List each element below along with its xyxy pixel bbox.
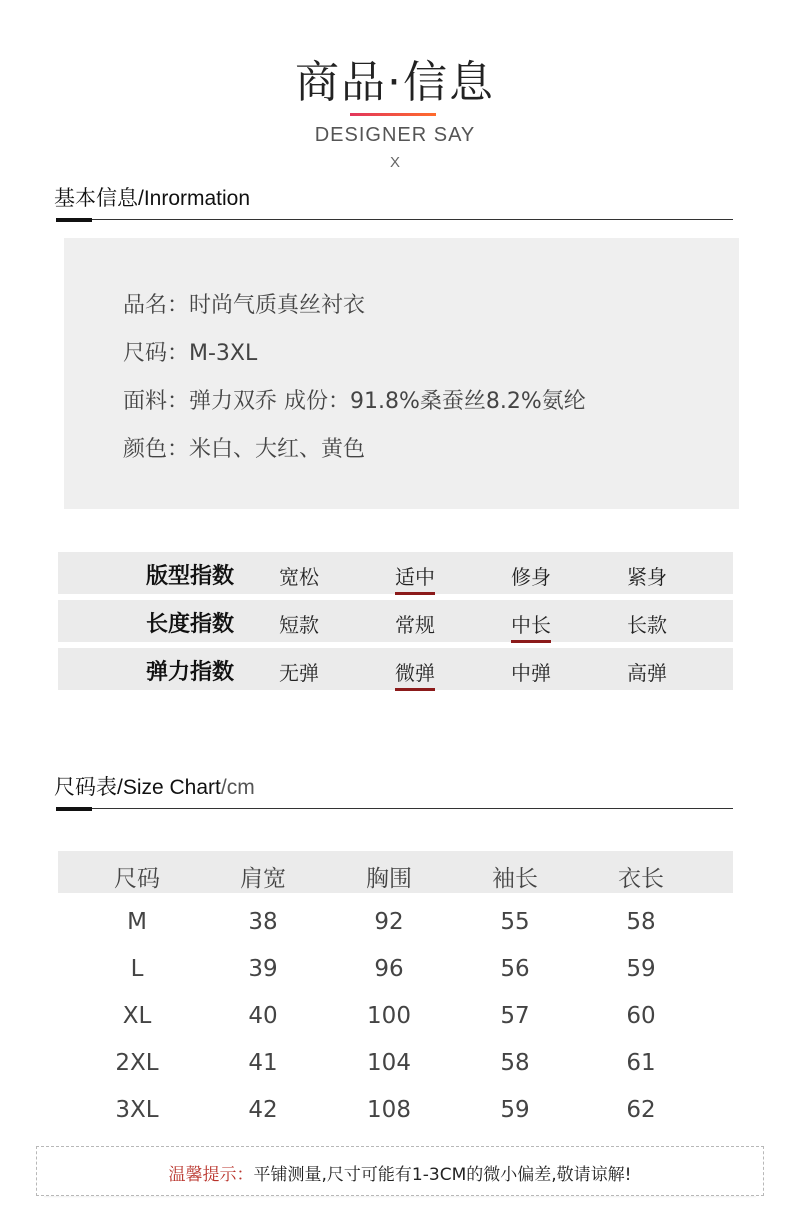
table-cell: 96 [374, 956, 404, 982]
tip-label: 温馨提示： [168, 1165, 254, 1185]
elasticity-index-row [58, 648, 733, 690]
column-header: 尺码 [114, 866, 160, 892]
table-cell: 100 [367, 1003, 411, 1029]
table-cell: 55 [500, 909, 530, 935]
table-row [58, 945, 733, 992]
table-cell: 59 [626, 956, 656, 982]
info-line-color [123, 432, 365, 463]
subtitle-mark: X [389, 154, 400, 171]
size-chart-heading-text: 尺码表/Size Chart [54, 776, 221, 799]
length-option: 长款 [627, 613, 667, 637]
table-cell: 57 [500, 1003, 530, 1029]
table-row [58, 992, 733, 1039]
table-cell: 3XL [115, 1097, 159, 1123]
elasticity-option: 高弹 [627, 661, 667, 685]
table-cell: 108 [367, 1097, 411, 1123]
table-cell: 40 [248, 1003, 278, 1029]
table-cell: 41 [248, 1050, 278, 1076]
fit-index-label: 版型指数 [146, 564, 235, 589]
info-label: 尺码： [123, 341, 190, 366]
title-accent-bar [350, 113, 436, 116]
table-row [58, 898, 733, 945]
length-index-row [58, 600, 733, 642]
page-subtitle: DESIGNER SAY [314, 124, 476, 146]
length-option: 短款 [279, 613, 319, 637]
elasticity-option: 微弹 [395, 657, 435, 691]
info-value: 时尚气质真丝衬衣 [189, 293, 366, 318]
table-cell: 61 [626, 1050, 656, 1076]
info-value: M-3XL [189, 341, 258, 366]
length-option: 中长 [511, 609, 551, 643]
page-title: 商品·信息 [295, 57, 495, 108]
table-cell: 38 [248, 909, 278, 935]
info-label: 品名： [123, 293, 190, 318]
table-row [58, 1086, 733, 1133]
length-option: 常规 [395, 613, 435, 637]
table-cell: 58 [500, 1050, 530, 1076]
table-cell: 92 [374, 909, 404, 935]
fit-option: 紧身 [627, 565, 667, 589]
tip-line [37, 1160, 763, 1185]
size-chart-heading [54, 771, 255, 801]
info-line-size [123, 336, 257, 367]
table-cell: 62 [626, 1097, 656, 1123]
column-header: 衣长 [618, 866, 664, 892]
table-cell: 104 [367, 1050, 411, 1076]
info-line-fabric [123, 384, 586, 415]
info-line-name [123, 288, 365, 319]
table-cell: 58 [626, 909, 656, 935]
column-header: 袖长 [492, 866, 538, 892]
table-cell: 42 [248, 1097, 278, 1123]
table-cell: 60 [626, 1003, 656, 1029]
size-chart-divider [56, 808, 733, 809]
table-cell: 2XL [115, 1050, 159, 1076]
table-cell: 39 [248, 956, 278, 982]
fit-index-row [58, 552, 733, 594]
size-chart-unit: /cm [220, 776, 255, 799]
fit-option: 宽松 [279, 565, 319, 589]
table-cell: M [127, 909, 147, 935]
tip-box [36, 1146, 764, 1196]
info-value: 弹力双乔 成份：91.8%桑蚕丝8.2%氨纶 [189, 389, 586, 414]
fit-option: 适中 [395, 561, 435, 595]
elasticity-index-label: 弹力指数 [146, 660, 235, 685]
info-label: 颜色： [123, 437, 190, 462]
size-table-header [58, 851, 733, 893]
basic-info-divider [56, 219, 733, 220]
table-row [58, 1039, 733, 1086]
column-header: 肩宽 [240, 866, 286, 892]
size-chart-divider-mark [56, 807, 92, 811]
elasticity-option: 无弹 [279, 661, 319, 685]
info-value: 米白、大红、黄色 [189, 437, 366, 462]
elasticity-option: 中弹 [511, 661, 551, 685]
fit-option: 修身 [511, 565, 551, 589]
length-index-label: 长度指数 [146, 612, 235, 637]
tip-text: 平铺测量,尺寸可能有1-3CM的微小偏差,敬请谅解! [253, 1165, 632, 1185]
table-cell: L [130, 956, 144, 982]
info-label: 面料： [123, 389, 190, 414]
basic-info-divider-mark [56, 218, 92, 222]
table-cell: 59 [500, 1097, 530, 1123]
table-cell: XL [122, 1003, 152, 1029]
product-info-panel [64, 238, 739, 509]
column-header: 胸围 [366, 866, 412, 892]
basic-info-heading: 基本信息/Inrormation [54, 187, 251, 210]
table-cell: 56 [500, 956, 530, 982]
